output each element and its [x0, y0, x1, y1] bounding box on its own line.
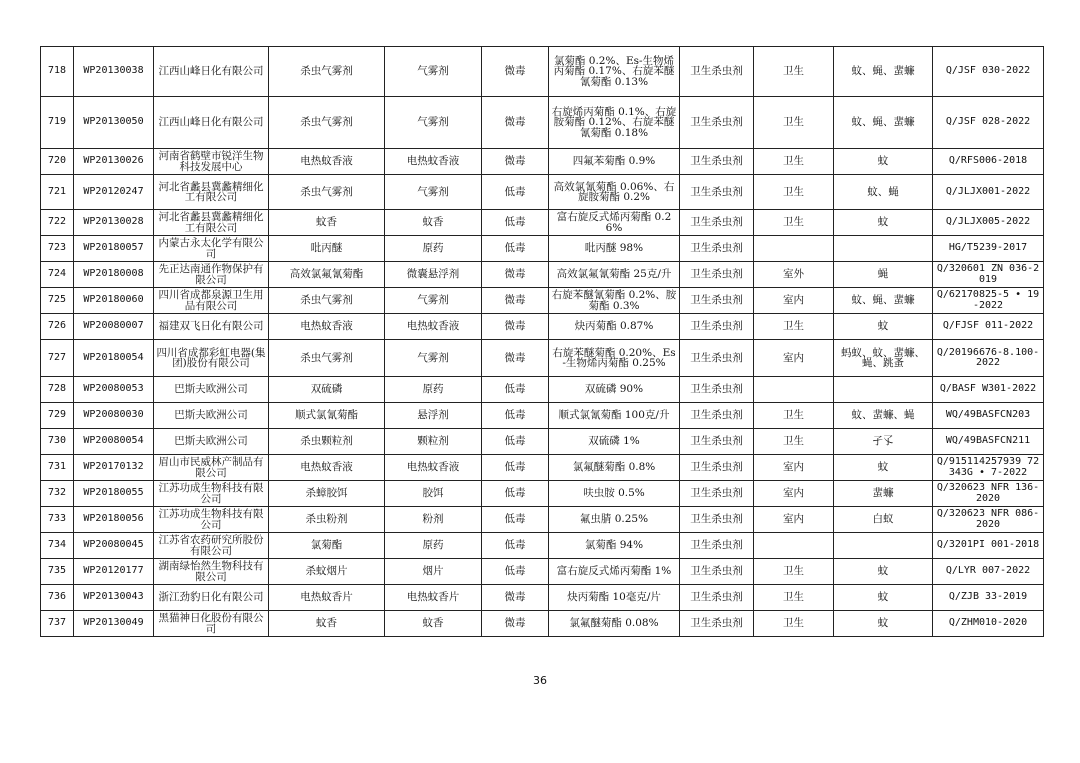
target-pests: [834, 533, 933, 559]
usage-scope: 卫生: [754, 611, 834, 637]
toxicity-level: 微毒: [482, 340, 549, 377]
quality-standard: Q/BASF W301-2022: [933, 377, 1044, 403]
registration-code: WP20180008: [74, 262, 154, 288]
table-row: [41, 314, 1044, 340]
registration-code: WP20080053: [74, 377, 154, 403]
toxicity-level: 低毒: [482, 236, 549, 262]
product-name: 双硫磷: [269, 377, 385, 403]
usage-scope: 卫生: [754, 559, 834, 585]
target-pests: 蜚蠊: [834, 481, 933, 507]
toxicity-level: 微毒: [482, 149, 549, 175]
toxicity-level: 低毒: [482, 210, 549, 236]
formulation: 烟片: [385, 559, 482, 585]
table-row: [41, 175, 1044, 210]
row-number: 720: [41, 149, 74, 175]
product-category: 卫生杀虫剂: [680, 533, 754, 559]
target-pests: [834, 377, 933, 403]
row-number: 719: [41, 97, 74, 149]
registration-code: WP20120247: [74, 175, 154, 210]
toxicity-level: 低毒: [482, 403, 549, 429]
registration-code: WP20180057: [74, 236, 154, 262]
target-pests: 蚊: [834, 559, 933, 585]
formulation: 悬浮剂: [385, 403, 482, 429]
formulation: 蚊香: [385, 210, 482, 236]
product-name: 杀虫粉剂: [269, 507, 385, 533]
product-name: 电热蚊香液: [269, 149, 385, 175]
product-name: 蚊香: [269, 210, 385, 236]
target-pests: 蚂蚁、蚊、蜚蠊、蝇、跳蚤: [834, 340, 933, 377]
usage-scope: 卫生: [754, 210, 834, 236]
active-ingredients: 富右旋反式烯丙菊酯 0.26%: [549, 210, 680, 236]
quality-standard: WQ/49BASFCN203: [933, 403, 1044, 429]
table-row: [41, 210, 1044, 236]
formulation: 气雾剂: [385, 288, 482, 314]
active-ingredients: 炔丙菊酯 0.87%: [549, 314, 680, 340]
table-row: [41, 585, 1044, 611]
usage-scope: 室外: [754, 262, 834, 288]
usage-scope: 卫生: [754, 47, 834, 97]
row-number: 723: [41, 236, 74, 262]
active-ingredients: 高效氯氰菊酯 0.06%、右旋胺菊酯 0.2%: [549, 175, 680, 210]
registration-code: WP20130043: [74, 585, 154, 611]
product-category: 卫生杀虫剂: [680, 403, 754, 429]
quality-standard: Q/JSF 030-2022: [933, 47, 1044, 97]
row-number: 728: [41, 377, 74, 403]
table-row: [41, 288, 1044, 314]
table-row: [41, 403, 1044, 429]
toxicity-level: 微毒: [482, 314, 549, 340]
usage-scope: 室内: [754, 340, 834, 377]
quality-standard: Q/3201PI 001-2018: [933, 533, 1044, 559]
product-name: 电热蚊香液: [269, 455, 385, 481]
registration-code: WP20080030: [74, 403, 154, 429]
registration-code: WP20120177: [74, 559, 154, 585]
formulation: 气雾剂: [385, 340, 482, 377]
company-name: 黑猫神日化股份有限公司: [154, 611, 269, 637]
company-name: 眉山市民威林产制品有限公司: [154, 455, 269, 481]
active-ingredients: 氟虫腈 0.25%: [549, 507, 680, 533]
toxicity-level: 微毒: [482, 611, 549, 637]
usage-scope: [754, 236, 834, 262]
usage-scope: 室内: [754, 455, 834, 481]
registration-code: WP20180060: [74, 288, 154, 314]
product-category: 卫生杀虫剂: [680, 47, 754, 97]
usage-scope: 卫生: [754, 585, 834, 611]
company-name: 四川省成都泉源卫生用品有限公司: [154, 288, 269, 314]
target-pests: 蝇: [834, 262, 933, 288]
active-ingredients: 氯氟醚菊酯 0.08%: [549, 611, 680, 637]
product-name: 电热蚊香片: [269, 585, 385, 611]
target-pests: 蚊、蝇: [834, 175, 933, 210]
registration-code: WP20080007: [74, 314, 154, 340]
formulation: 原药: [385, 377, 482, 403]
registration-code: WP20080045: [74, 533, 154, 559]
target-pests: 蚊: [834, 585, 933, 611]
row-number: 736: [41, 585, 74, 611]
toxicity-level: 低毒: [482, 175, 549, 210]
row-number: 731: [41, 455, 74, 481]
product-category: 卫生杀虫剂: [680, 288, 754, 314]
usage-scope: 卫生: [754, 403, 834, 429]
table-row: [41, 481, 1044, 507]
table-row: [41, 377, 1044, 403]
active-ingredients: 右旋苯醚氰菊酯 0.2%、胺菊酯 0.3%: [549, 288, 680, 314]
table-row: [41, 97, 1044, 149]
formulation: 电热蚊香液: [385, 149, 482, 175]
company-name: 河北省蠡县冀蠡精细化工有限公司: [154, 210, 269, 236]
company-name: 江苏功成生物科技有限公司: [154, 507, 269, 533]
quality-standard: Q/320623 NFR 136-2020: [933, 481, 1044, 507]
toxicity-level: 低毒: [482, 559, 549, 585]
target-pests: 蚊: [834, 149, 933, 175]
table-row: [41, 149, 1044, 175]
target-pests: 蚊: [834, 314, 933, 340]
row-number: 718: [41, 47, 74, 97]
row-number: 732: [41, 481, 74, 507]
toxicity-level: 低毒: [482, 377, 549, 403]
company-name: 福建双飞日化有限公司: [154, 314, 269, 340]
pesticide-registration-table: [40, 46, 1044, 637]
toxicity-level: 低毒: [482, 481, 549, 507]
product-category: 卫生杀虫剂: [680, 585, 754, 611]
product-name: 高效氯氟氰菊酯: [269, 262, 385, 288]
row-number: 726: [41, 314, 74, 340]
product-category: 卫生杀虫剂: [680, 455, 754, 481]
row-number: 734: [41, 533, 74, 559]
company-name: 江苏功成生物科技有限公司: [154, 481, 269, 507]
product-category: 卫生杀虫剂: [680, 175, 754, 210]
quality-standard: Q/62170825-5 • 19-2022: [933, 288, 1044, 314]
product-category: 卫生杀虫剂: [680, 559, 754, 585]
target-pests: 蚊、蝇、蜚蠊: [834, 47, 933, 97]
active-ingredients: 高效氯氟氰菊酯 25克/升: [549, 262, 680, 288]
active-ingredients: 呋虫胺 0.5%: [549, 481, 680, 507]
target-pests: [834, 236, 933, 262]
registration-code: WP20170132: [74, 455, 154, 481]
company-name: 江西山峰日化有限公司: [154, 97, 269, 149]
product-name: 氯菊酯: [269, 533, 385, 559]
target-pests: 蚊、蝇、蜚蠊: [834, 97, 933, 149]
active-ingredients: 氯菊酯 94%: [549, 533, 680, 559]
quality-standard: Q/ZHM010-2020: [933, 611, 1044, 637]
product-category: 卫生杀虫剂: [680, 340, 754, 377]
active-ingredients: 双硫磷 90%: [549, 377, 680, 403]
quality-standard: Q/RFS006-2018: [933, 149, 1044, 175]
product-name: 杀虫颗粒剂: [269, 429, 385, 455]
table-row: [41, 611, 1044, 637]
product-name: 电热蚊香液: [269, 314, 385, 340]
table-row: [41, 559, 1044, 585]
company-name: 江苏省农药研究所股份有限公司: [154, 533, 269, 559]
usage-scope: 卫生: [754, 97, 834, 149]
product-category: 卫生杀虫剂: [680, 377, 754, 403]
product-name: 蚊香: [269, 611, 385, 637]
company-name: 巴斯夫欧洲公司: [154, 429, 269, 455]
target-pests: 蚊: [834, 210, 933, 236]
usage-scope: [754, 377, 834, 403]
usage-scope: 室内: [754, 507, 834, 533]
active-ingredients: 氯氟醚菊酯 0.8%: [549, 455, 680, 481]
usage-scope: [754, 533, 834, 559]
row-number: 729: [41, 403, 74, 429]
company-name: 内蒙古永太化学有限公司: [154, 236, 269, 262]
registration-code: WP20130026: [74, 149, 154, 175]
formulation: 原药: [385, 236, 482, 262]
target-pests: 蚊: [834, 455, 933, 481]
usage-scope: 卫生: [754, 175, 834, 210]
product-category: 卫生杀虫剂: [680, 210, 754, 236]
quality-standard: HG/T5239-2017: [933, 236, 1044, 262]
registration-code: WP20130049: [74, 611, 154, 637]
product-category: 卫生杀虫剂: [680, 507, 754, 533]
toxicity-level: 低毒: [482, 533, 549, 559]
row-number: 737: [41, 611, 74, 637]
target-pests: 蚊、蝇、蜚蠊: [834, 288, 933, 314]
product-category: 卫生杀虫剂: [680, 429, 754, 455]
product-name: 杀蚊烟片: [269, 559, 385, 585]
toxicity-level: 微毒: [482, 585, 549, 611]
registration-code: WP20130028: [74, 210, 154, 236]
product-name: 杀虫气雾剂: [269, 288, 385, 314]
row-number: 727: [41, 340, 74, 377]
registration-code: WP20180056: [74, 507, 154, 533]
formulation: 气雾剂: [385, 97, 482, 149]
formulation: 气雾剂: [385, 47, 482, 97]
usage-scope: 卫生: [754, 314, 834, 340]
product-name: 顺式氯氰菊酯: [269, 403, 385, 429]
toxicity-level: 微毒: [482, 47, 549, 97]
usage-scope: 卫生: [754, 429, 834, 455]
company-name: 四川省成都彩虹电器(集团)股份有限公司: [154, 340, 269, 377]
toxicity-level: 低毒: [482, 507, 549, 533]
company-name: 江西山峰日化有限公司: [154, 47, 269, 97]
registration-code: WP20130038: [74, 47, 154, 97]
row-number: 735: [41, 559, 74, 585]
table-row: [41, 533, 1044, 559]
table-row: [41, 340, 1044, 377]
active-ingredients: 吡丙醚 98%: [549, 236, 680, 262]
formulation: 气雾剂: [385, 175, 482, 210]
table-row: [41, 262, 1044, 288]
table-row: [41, 429, 1044, 455]
row-number: 733: [41, 507, 74, 533]
quality-standard: Q/JLJX001-2022: [933, 175, 1044, 210]
active-ingredients: 右旋苯醚菊酯 0.20%、Es-生物烯丙菊酯 0.25%: [549, 340, 680, 377]
product-name: 杀蟑胶饵: [269, 481, 385, 507]
quality-standard: Q/320623 NFR 086-2020: [933, 507, 1044, 533]
formulation: 电热蚊香液: [385, 455, 482, 481]
target-pests: 白蚁: [834, 507, 933, 533]
product-name: 杀虫气雾剂: [269, 97, 385, 149]
formulation: 原药: [385, 533, 482, 559]
product-name: 杀虫气雾剂: [269, 175, 385, 210]
registration-code: WP20180054: [74, 340, 154, 377]
company-name: 巴斯夫欧洲公司: [154, 377, 269, 403]
product-name: 杀虫气雾剂: [269, 47, 385, 97]
product-category: 卫生杀虫剂: [680, 314, 754, 340]
table-row: [41, 507, 1044, 533]
row-number: 724: [41, 262, 74, 288]
active-ingredients: 富右旋反式烯丙菊酯 1%: [549, 559, 680, 585]
table-row: [41, 455, 1044, 481]
row-number: 721: [41, 175, 74, 210]
toxicity-level: 微毒: [482, 288, 549, 314]
formulation: 粉剂: [385, 507, 482, 533]
company-name: 湖南绿怡然生物科技有限公司: [154, 559, 269, 585]
quality-standard: Q/915114257939 72343G • 7-2022: [933, 455, 1044, 481]
active-ingredients: 四氟苯菊酯 0.9%: [549, 149, 680, 175]
quality-standard: Q/ZJB 33-2019: [933, 585, 1044, 611]
product-name: 吡丙醚: [269, 236, 385, 262]
toxicity-level: 微毒: [482, 262, 549, 288]
formulation: 颗粒剂: [385, 429, 482, 455]
toxicity-level: 微毒: [482, 97, 549, 149]
row-number: 722: [41, 210, 74, 236]
target-pests: 孑孓: [834, 429, 933, 455]
usage-scope: 室内: [754, 288, 834, 314]
company-name: 浙江劲豹日化有限公司: [154, 585, 269, 611]
product-category: 卫生杀虫剂: [680, 611, 754, 637]
quality-standard: Q/JSF 028-2022: [933, 97, 1044, 149]
formulation: 电热蚊香片: [385, 585, 482, 611]
registration-code: WP20130050: [74, 97, 154, 149]
usage-scope: 卫生: [754, 149, 834, 175]
active-ingredients: 顺式氯氰菊酯 100克/升: [549, 403, 680, 429]
target-pests: 蚊: [834, 611, 933, 637]
target-pests: 蚊、蜚蠊、蝇: [834, 403, 933, 429]
formulation: 微囊悬浮剂: [385, 262, 482, 288]
formulation: 蚊香: [385, 611, 482, 637]
registration-code: WP20180055: [74, 481, 154, 507]
company-name: 河北省蠡县冀蠡精细化工有限公司: [154, 175, 269, 210]
active-ingredients: 右旋烯丙菊酯 0.1%、右旋胺菊酯 0.12%、右旋苯醚氰菊酯 0.18%: [549, 97, 680, 149]
product-category: 卫生杀虫剂: [680, 262, 754, 288]
product-category: 卫生杀虫剂: [680, 97, 754, 149]
active-ingredients: 炔丙菊酯 10毫克/片: [549, 585, 680, 611]
product-name: 杀虫气雾剂: [269, 340, 385, 377]
product-category: 卫生杀虫剂: [680, 481, 754, 507]
toxicity-level: 低毒: [482, 429, 549, 455]
quality-standard: Q/LYR 007-2022: [933, 559, 1044, 585]
formulation: 胶饵: [385, 481, 482, 507]
formulation: 电热蚊香液: [385, 314, 482, 340]
row-number: 730: [41, 429, 74, 455]
quality-standard: Q/20196676-8.100-2022: [933, 340, 1044, 377]
company-name: 先正达南通作物保护有限公司: [154, 262, 269, 288]
product-category: 卫生杀虫剂: [680, 236, 754, 262]
company-name: 河南省鹤壁市锐洋生物科技发展中心: [154, 149, 269, 175]
page-number: 36: [533, 674, 547, 687]
product-category: 卫生杀虫剂: [680, 149, 754, 175]
quality-standard: WQ/49BASFCN211: [933, 429, 1044, 455]
quality-standard: Q/FJSF 011-2022: [933, 314, 1044, 340]
toxicity-level: 低毒: [482, 455, 549, 481]
quality-standard: Q/JLJX005-2022: [933, 210, 1044, 236]
usage-scope: 室内: [754, 481, 834, 507]
active-ingredients: 双硫磷 1%: [549, 429, 680, 455]
quality-standard: Q/320601 ZN 036-2019: [933, 262, 1044, 288]
row-number: 725: [41, 288, 74, 314]
company-name: 巴斯夫欧洲公司: [154, 403, 269, 429]
registration-code: WP20080054: [74, 429, 154, 455]
table-row: [41, 236, 1044, 262]
active-ingredients: 氯菊酯 0.2%、Es-生物烯丙菊酯 0.17%、右旋苯醚氰菊酯 0.13%: [549, 47, 680, 97]
table-row: [41, 47, 1044, 97]
